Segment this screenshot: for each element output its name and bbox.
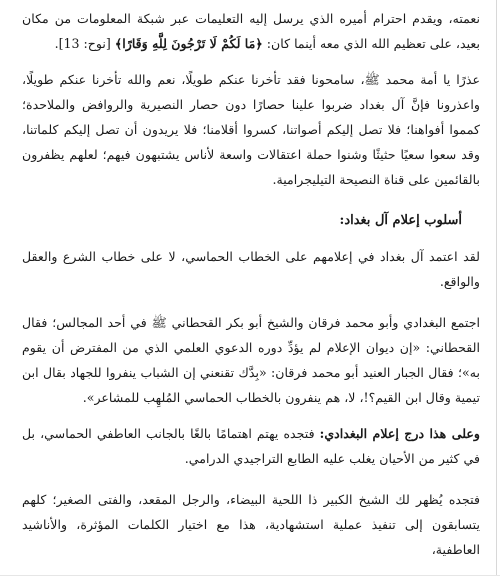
paragraph-3: لقد اعتمد آل بغداد في إعلامهم على الخطاب الحماسي، لا على خطاب الشرع والعقل والواقع. [22, 249, 480, 289]
paragraph-4: اجتمع البغدادي وأبو محمد فرقان والشيخ أبو بكر القحطاني ﷺ في أحد المجالس؛ فقال القحطاني: «إن ديوان الإعلام لم يؤدِّ دوره الدعوي العلمي الذي من المفترض أن يقوم به»؛ فقال الجبار العنيد أبو محمد فرقان: «بِدَّك تقنعني إن الشباب ينفروا للجهاد بقال ابن تيمية وقال ابن القيم؟!، لا، هم ينفرون بالخطاب الحماسي المُلهِب للمشاعر». [22, 315, 480, 405]
paragraph-1-text: نعمته، ويقدم احترام أميره الذي يرسل إليه التعليمات عبر شبكة المعلومات من مكان بعيد، على تعظيم الله الذي معه أينما كان: [22, 11, 480, 51]
paragraph-5-text: فتجده يهتم اهتمامًا بالغًا بالجانب العاطفي الحماسي، بل في كثير من الأحيان يغلب عليه الطابع التراجيدي الدرامي. [22, 426, 480, 466]
verse-reference: [نوح: 13]. [54, 36, 115, 51]
section-heading: أسلوب إعلام آل بغداد: [339, 213, 462, 228]
quran-verse: ﴿مَا لَكُمْ لَا تَرْجُونَ لِلَّهِ وَقَارًا﴾ [114, 36, 263, 51]
paragraph-6: فتجده يُظهر لك الشيخ الكبير ذا اللحية البيضاء، والرجل المقعد، والفتى الصغير؛ كلهم يتسابقون إلى تنفيذ عملية استشهادية، هذا مع اختيار الكلمات المؤثرة، والأناشيد العاطفية، [22, 492, 480, 557]
page-edge-line [496, 0, 497, 576]
paragraph-2: عذرًا يا أمة محمد ﷺ، سامحونا فقد تأخرنا عنكم طويلًا، نعم والله تأخرنا عنكم طويلًا، واعذرونا فإنَّ آل بغداد ضربوا علينا حصارًا دون حصار النصيرية والروافض والملاحدة؛ كمموا أفواهنا؛ فلا تصل إليكم أصواتنا، كسروا أقلامنا؛ فلا يريدون أن تصل إليكم كلماتنا، وقد سعوا سعيًا حثيثًا وشنوا حملة اعتقالات واسعة لأناس يشتبهون فيهم؛ لعلهم يظفرون بالقائمين على قناة النصيحة التيليجرامية. [22, 72, 480, 187]
paragraph-5-lead: وعلى هذا درج إعلام البغدادي: [319, 426, 480, 441]
paragraph-5 [22, 421, 480, 471]
paragraph-1 [22, 6, 480, 56]
